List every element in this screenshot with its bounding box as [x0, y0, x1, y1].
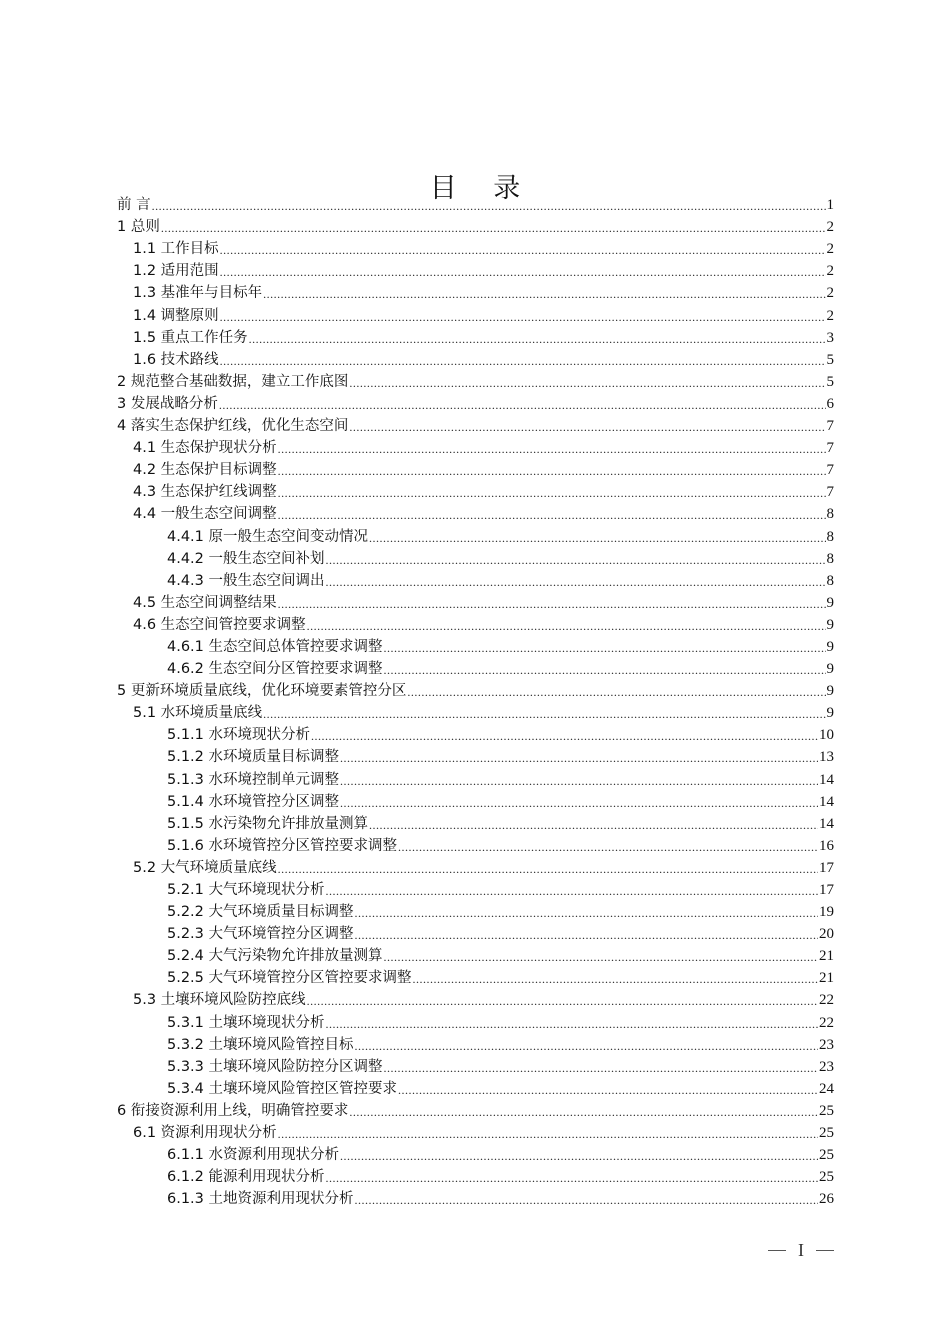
toc-entry[interactable] [117, 1187, 834, 1209]
toc-entry-page: 21 [819, 948, 834, 965]
toc-dot-leader [249, 330, 826, 348]
toc-dot-leader [413, 970, 818, 988]
toc-entry-label: 5.2 大气环境质量底线 [133, 859, 277, 876]
toc-dot-leader [278, 484, 826, 502]
toc-entry-label: 1.2 适用范围 [133, 263, 219, 280]
toc-entry-page: 24 [819, 1080, 834, 1097]
toc-entry[interactable] [117, 1143, 834, 1165]
toc-entry-page: 8 [826, 506, 834, 523]
toc-entry-label: 5.2.3 大气环境管控分区调整 [167, 926, 354, 943]
toc-dot-leader [398, 1081, 818, 1099]
toc-entry-page: 20 [819, 926, 834, 943]
toc-entry-label: 6.1.3 土地资源利用现状分析 [167, 1191, 354, 1208]
toc-entry[interactable] [117, 193, 834, 215]
toc-entry-page: 17 [819, 859, 834, 876]
toc-dot-leader [278, 595, 826, 613]
toc-entry[interactable] [117, 281, 834, 303]
toc-entry[interactable] [117, 480, 834, 502]
toc-entry[interactable] [117, 569, 834, 591]
toc-entry-page: 19 [819, 904, 834, 921]
toc-entry-page: 6 [826, 395, 834, 412]
toc-entry[interactable] [117, 856, 834, 878]
toc-entry[interactable] [117, 900, 834, 922]
toc-entry[interactable] [117, 1010, 834, 1032]
toc-entry-page: 5 [826, 373, 834, 390]
toc-entry-page: 5 [826, 351, 834, 368]
toc-entry-page: 7 [826, 484, 834, 501]
toc-entry-page: 9 [826, 638, 834, 655]
toc-entry-page: 25 [819, 1125, 834, 1142]
toc-entry-label: 4.6.2 生态空间分区管控要求调整 [167, 661, 383, 678]
toc-entry-label: 4.1 生态保护现状分析 [133, 440, 277, 457]
toc-entry[interactable] [117, 303, 834, 325]
toc-entry[interactable] [117, 878, 834, 900]
toc-entry-label: 5.2.2 大气环境质量目标调整 [167, 904, 354, 921]
toc-entry[interactable] [117, 458, 834, 480]
toc-entry-page: 25 [819, 1147, 834, 1164]
toc-entry-page: 23 [819, 1036, 834, 1053]
toc-entry-label: 5 更新环境质量底线，优化环境要素管控分区 [117, 683, 407, 700]
toc-dot-leader [220, 241, 826, 259]
toc-dot-leader [278, 860, 818, 878]
toc-entry-page: 25 [819, 1169, 834, 1186]
toc-entry[interactable] [117, 812, 834, 834]
toc-entry-page: 9 [826, 616, 834, 633]
toc-entry-page: 2 [826, 263, 834, 280]
toc-entry[interactable] [117, 436, 834, 458]
toc-entry[interactable] [117, 679, 834, 701]
toc-entry-label: 6.1 资源利用现状分析 [133, 1125, 277, 1142]
toc-dot-leader [278, 1125, 818, 1143]
toc-entry-label: 1.5 重点工作任务 [133, 329, 248, 346]
page-title: 目 录 [429, 173, 535, 205]
toc-entry-label: 1.1 工作目标 [133, 241, 219, 258]
toc-entry-label: 4 落实生态保护红线，优化生态空间 [117, 418, 349, 435]
toc-entry[interactable] [117, 1165, 834, 1187]
toc-entry-label: 5.3.1 土壤环境现状分析 [167, 1014, 325, 1031]
toc-entry[interactable] [117, 922, 834, 944]
toc-entry-page: 2 [826, 219, 834, 236]
toc-entry[interactable] [117, 944, 834, 966]
toc-entry-page: 17 [819, 882, 834, 898]
toc-dot-leader [349, 374, 825, 392]
toc-entry[interactable] [117, 392, 834, 414]
toc-entry-label: 5.2.4 大气污染物允许排放量测算 [167, 948, 383, 965]
toc-entry-label: 4.6 生态空间管控要求调整 [133, 616, 306, 633]
toc-entry-page: 8 [826, 572, 834, 589]
toc-entry-page: 7 [826, 462, 834, 479]
toc-entry-page: 13 [819, 749, 834, 766]
toc-entry-page: 2 [826, 307, 834, 324]
toc-dot-leader [398, 838, 818, 856]
toc-entry[interactable] [117, 966, 834, 988]
toc-entry[interactable] [117, 988, 834, 1010]
toc-dot-leader [220, 263, 826, 281]
toc-entry[interactable] [117, 1121, 834, 1143]
toc-dot-leader [355, 904, 818, 922]
toc-dot-leader [355, 1037, 818, 1055]
footer-page-number: I [798, 1240, 804, 1260]
toc-dot-leader [263, 285, 825, 303]
toc-dot-leader [349, 418, 825, 436]
toc-entry[interactable] [117, 547, 834, 569]
toc-entry[interactable] [117, 613, 834, 635]
toc-dot-leader [326, 551, 826, 569]
toc-entry-label: 5.1.6 水环境管控分区管控要求调整 [167, 837, 398, 854]
toc-entry[interactable] [117, 635, 834, 657]
toc-entry-page: 16 [819, 837, 834, 854]
toc-dot-leader [355, 926, 818, 944]
toc-entry-page: 7 [826, 418, 834, 435]
toc-entry-label: 5.2.1 大气环境现状分析 [167, 882, 325, 898]
toc-entry[interactable] [117, 591, 834, 613]
toc-entry-page: 8 [826, 550, 834, 567]
toc-entry-label: 5.3 土壤环境风险防控底线 [133, 992, 306, 1009]
toc-entry-label: 5.3.3 土壤环境风险防控分区调整 [167, 1058, 383, 1075]
toc-entry[interactable] [117, 767, 834, 789]
toc-entry-label: 5.1.3 水环境控制单元调整 [167, 771, 340, 788]
toc-entry-page: 14 [819, 815, 834, 832]
toc-entry-label: 5.1.5 水污染物允许排放量测算 [167, 815, 369, 832]
toc-dot-leader [278, 462, 826, 480]
toc-dot-leader [326, 573, 826, 591]
toc-dot-leader [161, 219, 826, 237]
toc-entry[interactable] [117, 723, 834, 745]
toc-entry[interactable] [117, 701, 834, 723]
toc-entry[interactable] [117, 1033, 834, 1055]
toc-entry-label: 6 衔接资源利用上线，明确管控要求 [117, 1102, 349, 1119]
toc-dot-leader [340, 772, 818, 790]
toc-dot-leader [220, 352, 826, 370]
toc-dot-leader [384, 1059, 818, 1077]
toc-dot-leader [407, 683, 825, 701]
toc-dot-leader [326, 1169, 818, 1187]
toc-dot-leader [340, 1147, 818, 1165]
toc-entry-page: 9 [826, 594, 834, 611]
toc-entry-label: 4.4.2 一般生态空间补划 [167, 550, 325, 567]
toc-entry[interactable] [117, 370, 834, 392]
toc-entry-page: 1 [826, 197, 834, 214]
toc-entry[interactable] [117, 657, 834, 679]
toc-dot-leader [340, 749, 818, 767]
toc-entry[interactable] [117, 502, 834, 524]
page-footer [768, 1240, 834, 1261]
toc-entry-page: 2 [826, 285, 834, 302]
toc-dot-leader [355, 1191, 818, 1209]
toc-entry[interactable] [117, 326, 834, 348]
toc-entry-page: 23 [819, 1058, 834, 1075]
toc-dot-leader [278, 506, 826, 524]
toc-entry-label: 2 规范整合基础数据，建立工作底图 [117, 373, 349, 390]
toc-entry-page: 21 [819, 970, 834, 987]
toc-dot-leader [278, 440, 826, 458]
toc-entry-label: 1.4 调整原则 [133, 307, 219, 324]
toc-entry[interactable] [117, 834, 834, 856]
toc-dot-leader [340, 794, 818, 812]
toc-entry-page: 8 [826, 528, 834, 545]
toc-entry-page: 22 [819, 1014, 834, 1031]
toc-dot-leader [307, 992, 818, 1010]
toc-entry-label: 前 言 [117, 197, 151, 214]
toc-entry-label: 4.4.1 原一般生态空间变动情况 [167, 528, 369, 545]
toc-dot-leader [311, 727, 818, 745]
footer-dash-left [768, 1250, 786, 1251]
toc-entry-page: 2 [826, 241, 834, 258]
toc-dot-leader [349, 1103, 818, 1121]
toc-entry[interactable] [117, 348, 834, 370]
toc-entry[interactable] [117, 414, 834, 436]
toc-entry-label: 5.1 水环境质量底线 [133, 705, 263, 722]
toc-entry-page: 26 [819, 1191, 834, 1208]
toc-entry-page: 22 [819, 992, 834, 1009]
toc-entry-label: 1.6 技术路线 [133, 351, 219, 368]
toc-entry-label: 1 总则 [117, 219, 160, 236]
footer-dash-right [816, 1250, 834, 1251]
toc-entry-label: 6.1.1 水资源利用现状分析 [167, 1147, 340, 1164]
toc-dot-leader [384, 661, 826, 679]
toc-entry[interactable] [117, 237, 834, 259]
toc-entry-label: 4.4.3 一般生态空间调出 [167, 572, 325, 589]
toc-entry-page: 9 [826, 705, 834, 722]
toc-entry-label: 4.5 生态空间调整结果 [133, 594, 277, 611]
toc-entry-label: 1.3 基准年与目标年 [133, 285, 263, 302]
toc-dot-leader [384, 948, 818, 966]
toc-entry-label: 4.6.1 生态空间总体管控要求调整 [167, 638, 383, 655]
toc-entry-page: 14 [819, 771, 834, 788]
toc-dot-leader [369, 529, 825, 547]
toc-dot-leader [384, 639, 826, 657]
toc-entry[interactable] [117, 1055, 834, 1077]
toc-entry-label: 4.2 生态保护目标调整 [133, 462, 277, 479]
toc-entry-label: 4.3 生态保护红线调整 [133, 484, 277, 501]
toc-entry[interactable] [117, 745, 834, 767]
toc-entry-label: 5.1.4 水环境管控分区调整 [167, 793, 340, 810]
toc-entry-page: 25 [819, 1102, 834, 1119]
toc-entry-page: 14 [819, 793, 834, 810]
toc-dot-leader [220, 308, 826, 326]
toc-dot-leader [369, 816, 818, 834]
toc-entry-label: 5.3.4 土壤环境风险管控区管控要求 [167, 1080, 398, 1097]
toc-entry-label: 5.1.1 水环境现状分析 [167, 727, 311, 744]
toc-entry[interactable] [117, 259, 834, 281]
toc-entry-page: 9 [826, 661, 834, 678]
toc-dot-leader [326, 1015, 818, 1033]
toc-entry-page: 10 [819, 727, 834, 744]
toc-entry-label: 4.4 一般生态空间调整 [133, 506, 277, 523]
toc-entry-label: 3 发展战略分析 [117, 395, 218, 412]
toc-entry-page: 9 [826, 683, 834, 700]
toc-dot-leader [326, 882, 818, 900]
toc-dot-leader [263, 705, 825, 723]
toc-entry[interactable] [117, 1077, 834, 1099]
toc-entry-label: 5.1.2 水环境质量目标调整 [167, 749, 340, 766]
toc-entry-label: 5.2.5 大气环境管控分区管控要求调整 [167, 970, 412, 987]
toc-entry-page: 7 [826, 440, 834, 457]
toc-entry-page: 3 [826, 329, 834, 346]
table-of-contents [117, 193, 834, 1209]
toc-dot-leader [307, 617, 826, 635]
toc-entry-label: 6.1.2 能源利用现状分析 [167, 1169, 325, 1186]
toc-dot-leader [152, 197, 826, 215]
toc-entry[interactable] [117, 790, 834, 812]
toc-entry[interactable] [117, 215, 834, 237]
toc-entry[interactable] [117, 1099, 834, 1121]
toc-entry-label: 5.3.2 土壤环境风险管控目标 [167, 1036, 354, 1053]
toc-dot-leader [219, 396, 826, 414]
toc-entry[interactable] [117, 524, 834, 546]
